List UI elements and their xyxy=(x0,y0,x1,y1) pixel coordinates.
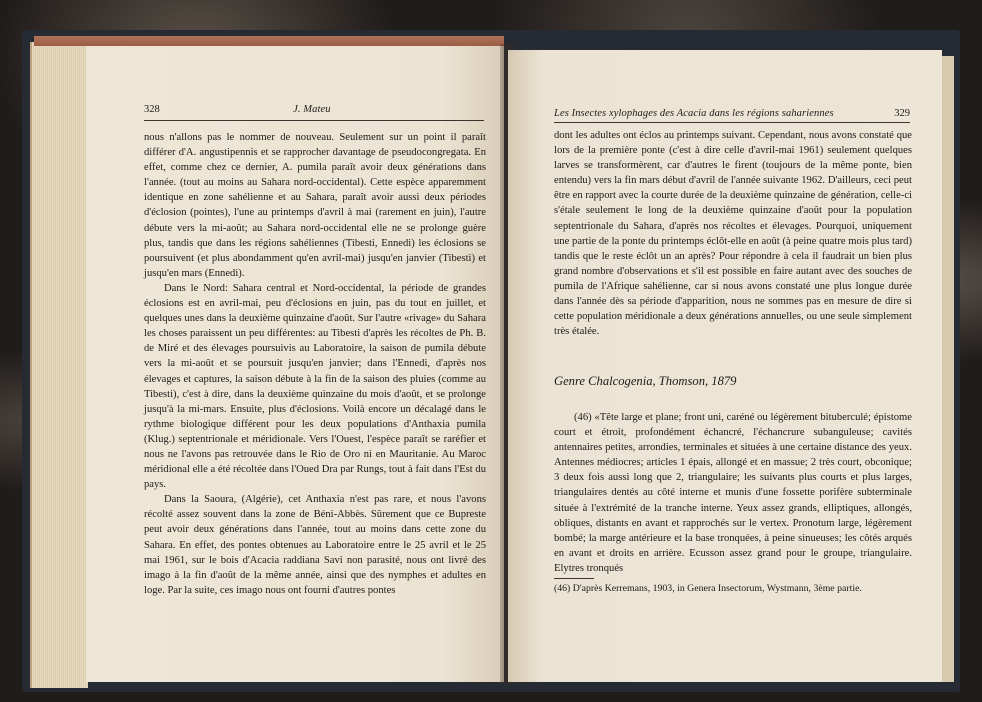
left-page-number: 328 xyxy=(144,104,160,115)
section-note-mark: (46) xyxy=(574,412,592,423)
headband xyxy=(34,36,504,46)
section-body xyxy=(554,410,912,576)
left-paragraph-3: Dans la Saoura, (Algérie), cet Anthaxia n'est pas rare, et nous l'avons récolté assez souvent dans la zone de Béni-Abbès. Sûrement que ce Bupreste peut avoir deux générations dans l'année, tout au moins dans cette zone du Sahara. En effet, des pontes obtenues au Laboratoire entre le 25 avril et le 25 mai 1961, sur le bois d'Acacia raddiana Savi non parasité, nous ont livré des imago à la fin d'août de la même année, ainsi que des nymphes et adultes en loge. Par la suite, ces imago nous ont fourni d'autres pontes xyxy=(144,494,486,596)
footnote-rule xyxy=(554,578,594,579)
section-paragraph: «Tête large et plane; front uni, caréné ou légèrement bituberculé; épistome court et étroit, profondément échancré, l'échancrure subanguleuse; cavités antennaires petites, arrondies, terminales et situées à une certaine distance des yeux. Antennes médiocres; articles 1 épais, allongé et en massue; 2 très court, obconique; 3 deux fois aussi long que 2, triangulaire; les suivants plus courts et plus larges, triangulaires dentés au côté interne et munis d'une fossette porifère subterminale située à l'extrémité de la tranche interne. Yeux assez grands, elliptiques, allongés, obliques, distants en avant et rapprochés sur le vertex. Pronotum large, légèrement bombé; la marge antérieure et la base tronquées, à peine sinueuses; les côtés arqués en avant et droits en arrière. Ecusson assez grand pour le groupe, triangulaire. Elytres tronqués xyxy=(554,412,913,574)
left-page-block-edge xyxy=(30,42,88,688)
left-paragraph-2: Dans le Nord: Sahara central et Nord-occidental, la période de grandes éclosions est en avril-mai, peu d'éclosions en juin, pas du tout en juillet, et quelques unes dans la deuxième quinzaine d'août. Sur l'autre «rivage» du Sahara les choses paraissent un peu différentes: au Tibesti d'après les récoltes de Ph. B. de Miré et des élevages poursuivis au Laboratoire, la saison de pumila débute vers la mi-août et se poursuit jusqu'en janvier; dans l'Ennedi, d'après nos élevages et captures, la saison débute à la fin de la saison des pluies (comme au Tibesti), c'est à dire, dans la deuxième quinzaine du mois d'août, et se prolonge jusqu'à la mi-mars. Ensuite, plus d'éclosions. Voilà encore un décalagé dans le rythme biologique différent pour les deux populations d'Anthaxia pumila (Klug.) septentrionale et méridionale. Vers l'Ouest, l'espèce paraît se raréfier et nous ne l'avons pas retrouvée dans le Rio de Oro ni en Mauritanie. Au Maroc méridional elle a été récoltée dans l'Oued Dra par Rungs, tout à fait dans l'Est du pays. xyxy=(144,282,486,491)
right-page-number: 329 xyxy=(894,108,910,119)
left-running-head: J. Mateu xyxy=(293,104,331,115)
left-page-header xyxy=(144,104,484,120)
footnote: (46) D'après Kerremans, 1903, in Genera Insectorum, Wystmann, 3ème partie. xyxy=(554,583,862,594)
section-heading: Genre Chalcogenia, Thomson, 1879 xyxy=(554,374,737,388)
left-page xyxy=(86,46,504,682)
left-header-rule xyxy=(144,120,484,121)
right-page-block-edge xyxy=(942,56,954,682)
right-page-body xyxy=(554,128,912,339)
right-running-head: Les Insectes xylophages des Acacia dans les régions sahariennes xyxy=(554,108,834,119)
left-paragraph-1: nous n'allons pas le nommer de nouveau. Seulement sur un point il paraît différer d'A. angustipennis et se rapprocher davantage de pseudocongregata. En effet, comme chez ce dernier, A. pumila paraît avoir deux générations dans l'année. (tout au moins au Sahara nord-occidental). Cette espèce apparemment identique en zone sahélienne et au Sahara, paraît avoir aussi deux périodes d'éclosion (pointes), l'une au printemps d'avril à mai (rarement en juin), l'autre débute vers la mi-août; au Sahara nord-occidental elle ne se prolonge guère plus, tandis que dans les régions sahéliennes (Tibesti, Ennedi) les éclosions se poursuivent (et plus abondamment qu'en avril-mai) jusqu'en janvier (Tibesti) et jusqu'en mars (Ennedi). xyxy=(144,132,486,279)
right-paragraph-1: dont les adultes ont éclos au printemps suivant. Cependant, nous avons constaté que lors de la première ponte (c'est à dire celle d'avril-mai 1961) seulement quelques larves se transformèrent, car d'autres le firent (toujours de la même ponte, bien entendu) vers la fin mars début d'avril de l'année suivante 1962. D'ailleurs, ceci peut être en rapport avec la courte durée de la deuxième quinzaine de génération, celle-ci s'étale seulement le long de la deuxième quinzaine d'août pour la population septentrionale du Sahara, d'après nos récoltes et élevages. Pourquoi, uniquement une partie de la ponte du printemps éclôt-elle en août (à peine quatre mois plus tard) tandis que le reste éclôt un an après? Pour répondre à cela il faudrait un bien plus grand nombre d'observations et s'il est possible en faire autant avec des souches de pumila de l'Afrique sahélienne, car si nous avons constaté une plus longue durée dans l'année dès sa période d'apparition, nous ne sommes pas en mesure de dire si cette population méridionale a deux générations annuelles, ou une seule simplement très étalée. xyxy=(554,130,912,338)
left-page-body xyxy=(144,130,486,598)
right-page xyxy=(508,50,942,682)
right-header-rule xyxy=(554,122,910,123)
